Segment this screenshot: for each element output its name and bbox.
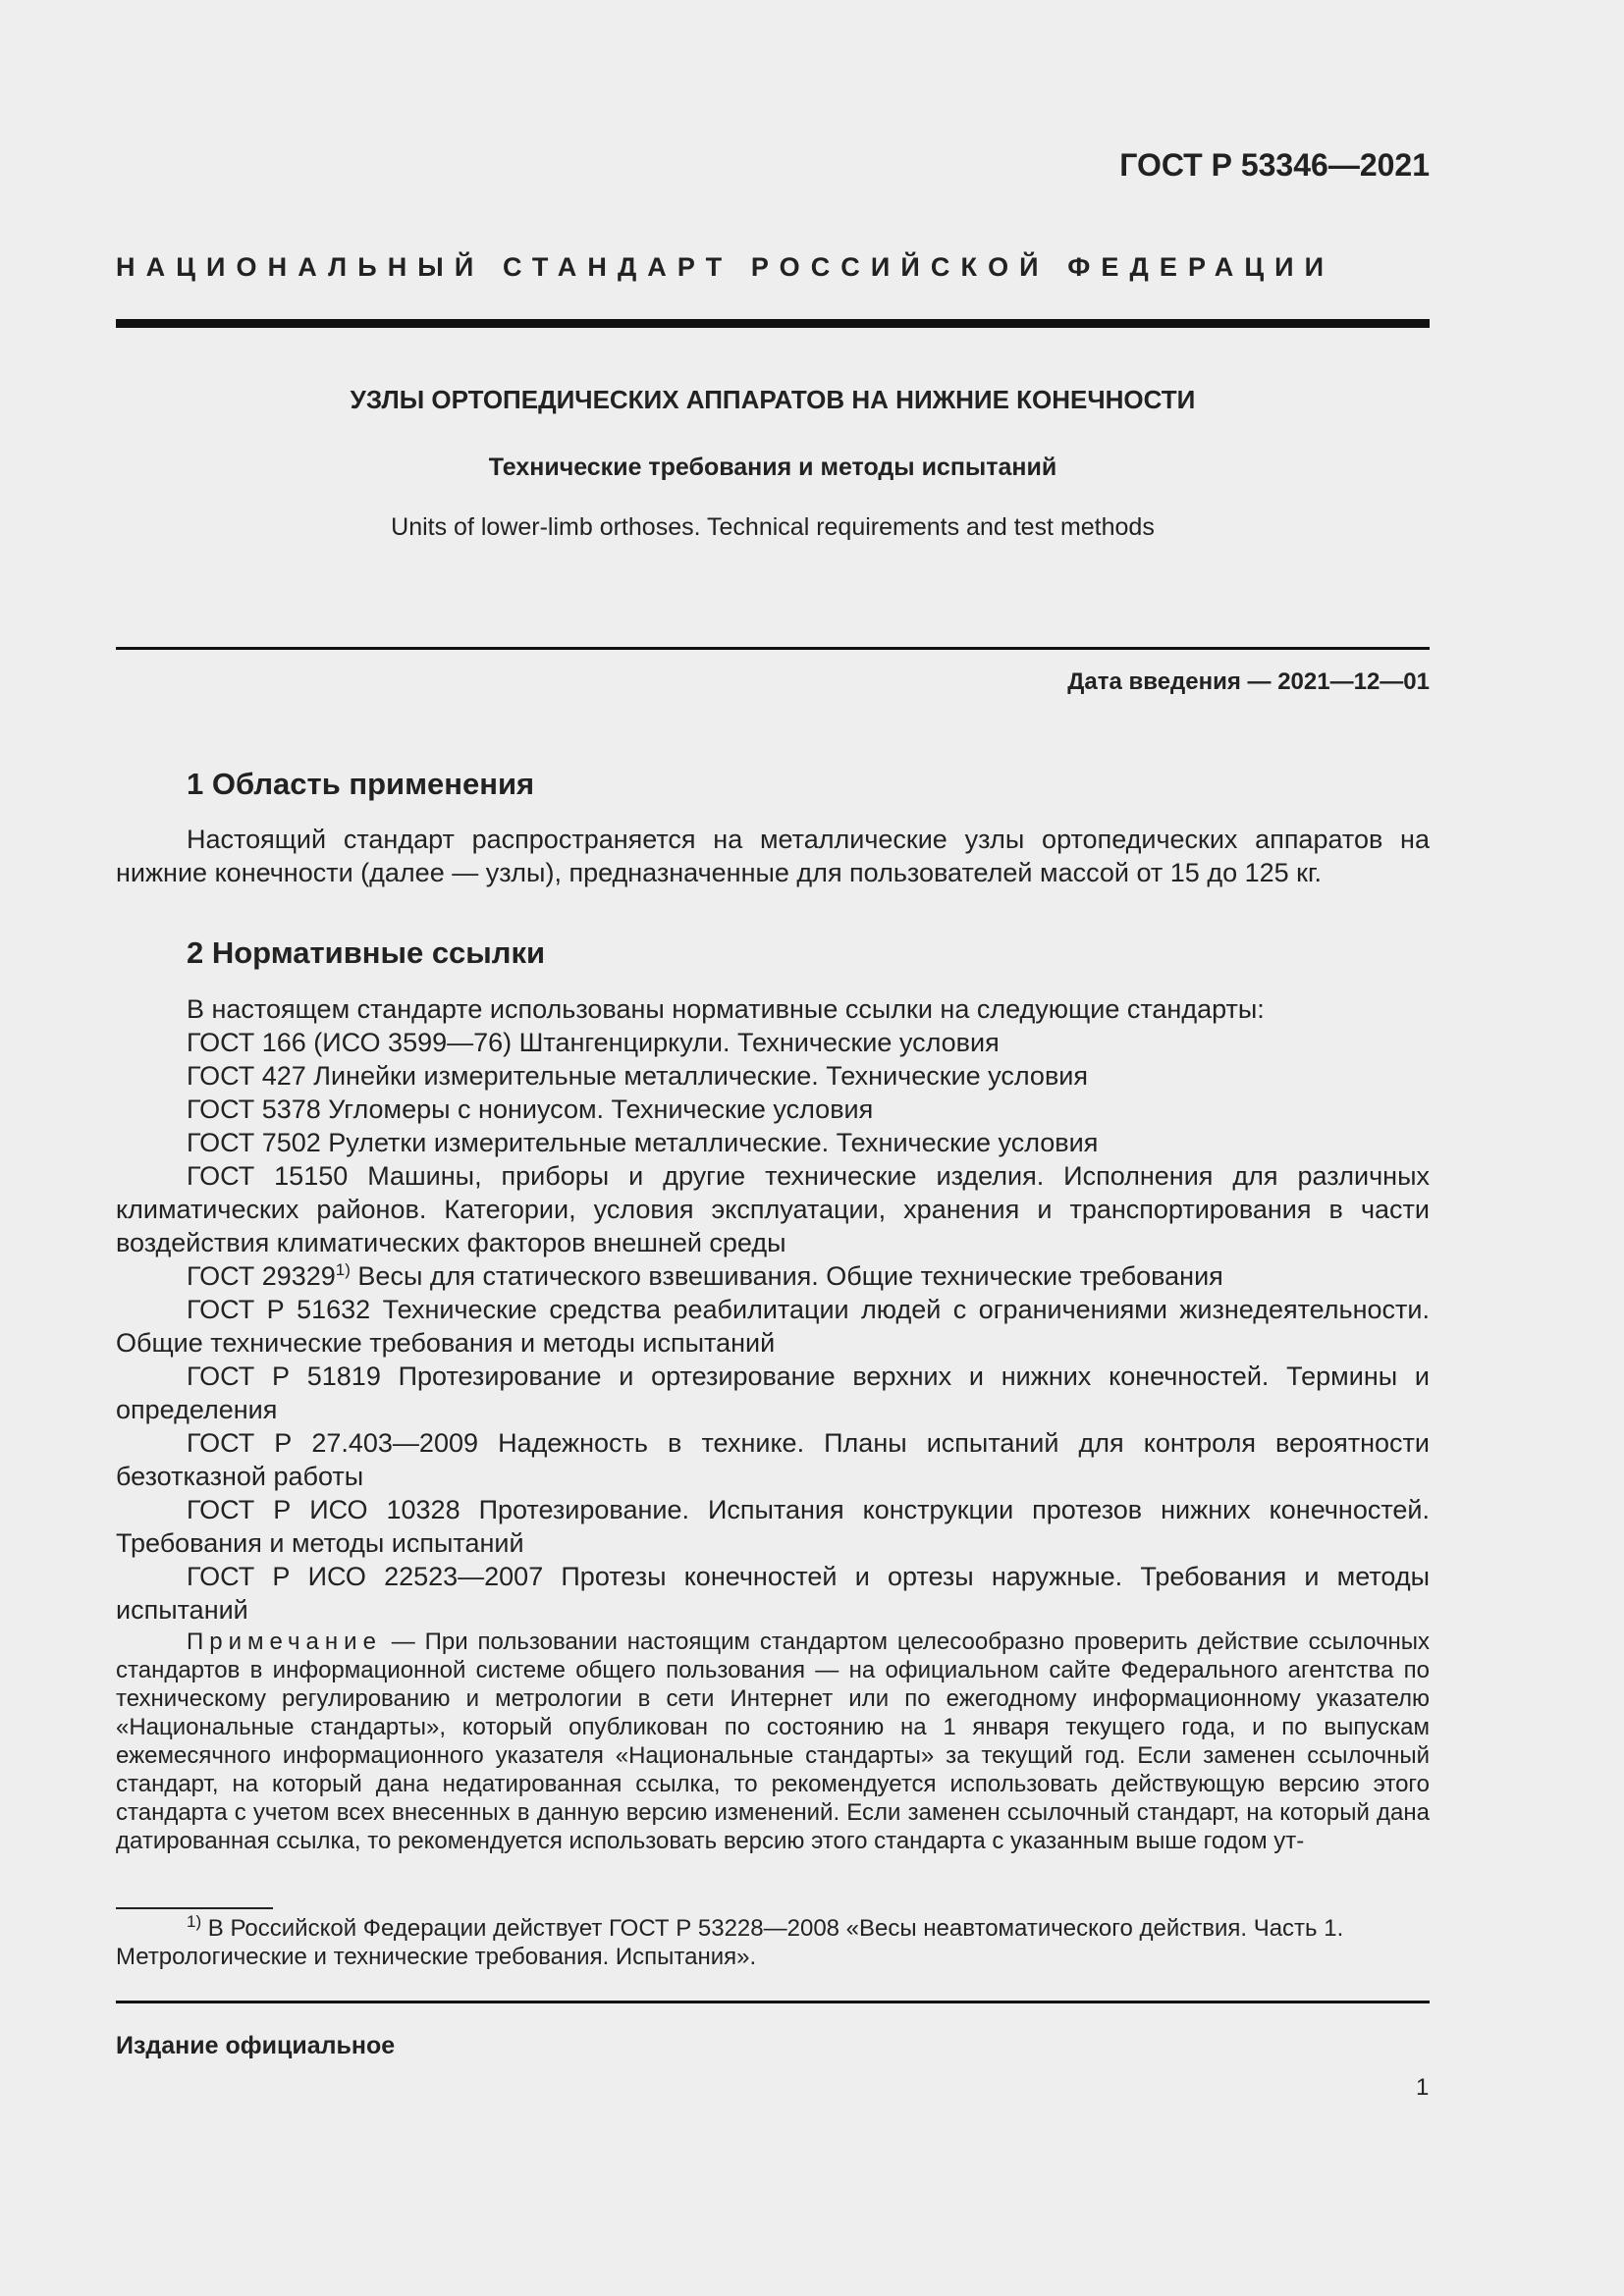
reference-item: ГОСТ Р 27.403—2009 Надежность в технике. Планы испытаний для контроля вероятности безотказной работы — [116, 1428, 1430, 1491]
footnote-marker: 1) — [187, 1912, 202, 1931]
footnote-marker: 1) — [335, 1260, 351, 1279]
title-rule — [116, 647, 1430, 650]
reference-text: Весы для статического взвешивания. Общие технические требования — [350, 1261, 1223, 1291]
reference-item: ГОСТ 427 Линейки измерительные металлические. Технические условия — [187, 1061, 1088, 1091]
top-rule — [116, 319, 1430, 328]
references-list — [116, 992, 1430, 1627]
section-1-heading: 1 Область применения — [187, 767, 535, 801]
reference-item: ГОСТ 5378 Угломеры с нониусом. Технические условия — [187, 1095, 874, 1124]
reference-item: ГОСТ Р 51632 Технические средства реабилитации людей с ограничениями жизнедеятельности. Общие технические требования и методы испытаний — [116, 1295, 1430, 1358]
section-1-paragraph: Настоящий стандарт распространяется на металлические узлы ортопедических аппаратов на нижние конечности (далее — узлы), предназначенные для пользователей массой от 15 до 125 кг. — [116, 825, 1430, 887]
footnote-separator — [116, 1907, 273, 1909]
edition-label: Издание официальное — [116, 2032, 396, 2059]
reference-item: ГОСТ 7502 Рулетки измерительные металлические. Технические условия — [187, 1128, 1099, 1157]
footnote — [116, 1914, 1430, 1971]
document-number: ГОСТ Р 53346—2021 — [1119, 147, 1430, 183]
reference-number: ГОСТ 29329 — [187, 1261, 336, 1291]
note-label: Примечание — [187, 1629, 382, 1655]
section-2-heading: 2 Нормативные ссылки — [187, 935, 546, 970]
note-block — [116, 1628, 1430, 1855]
document-title: УЗЛЫ ОРТОПЕДИЧЕСКИХ АППАРАТОВ НА НИЖНИЕ КОНЕЧНОСТИ — [350, 385, 1196, 414]
reference-item: ГОСТ Р ИСО 22523—2007 Протезы конечностей и ортезы наружные. Требования и методы испытаний — [116, 1562, 1430, 1625]
section-1-body — [116, 823, 1430, 889]
note-text: — При пользовании настоящим стандартом целесообразно проверить действие ссылочных стандартов в информационной системе общего пользования — на официальном сайте Федерального агентства по техническому регулированию и метрологии в сети Интернет или по ежегодному информационному указателю «Национальные стандарты», который опубликован по состоянию на 1 января текущего года, и по выпускам ежемесячного информационного указателя «Национальные стандарты» за текущий год. Если заменен ссылочный стандарт, на который дана недатированная ссылка, то рекомендуется использовать действующую версию этого стандарта с учетом всех внесенных в данную версию изменений. Если заменен ссылочный стандарт, на который дана датированная ссылка, то рекомендуется использовать версию этого стандарта с указанным выше годом ут- — [116, 1629, 1430, 1854]
introduction-date: Дата введения — 2021—12—01 — [1067, 668, 1430, 695]
bottom-rule — [116, 2001, 1430, 2003]
reference-item — [116, 1259, 1430, 1293]
document-subtitle: Технические требования и методы испытаний — [488, 454, 1057, 481]
references-intro: В настоящем стандарте использованы нормативные ссылки на следующие стандарты: — [187, 994, 1265, 1024]
footnote-paragraph — [116, 1914, 1430, 1971]
reference-item: ГОСТ Р ИСО 10328 Протезирование. Испытания конструкции протезов нижних конечностей. Требования и методы испытаний — [116, 1495, 1430, 1558]
reference-item: ГОСТ 166 (ИСО 3599—76) Штангенциркули. Технические условия — [187, 1028, 1000, 1057]
national-standard-line: НАЦИОНАЛЬНЫЙ СТАНДАРТ РОССИЙСКОЙ ФЕДЕРАЦИИ — [116, 252, 1335, 282]
reference-item: ГОСТ Р 51819 Протезирование и ортезирование верхних и нижних конечностей. Термины и определения — [116, 1362, 1430, 1424]
reference-item: ГОСТ 15150 Машины, приборы и другие технические изделия. Исполнения для различных климатических районов. Категории, условия эксплуатации, хранения и транспортирования в части воздействия климатических факторов внешней среды — [116, 1161, 1430, 1257]
document-subtitle-english: Units of lower-limb orthoses. Technical requirements and test methods — [391, 513, 1155, 541]
footnote-text: В Российской Федерации действует ГОСТ Р 53228—2008 «Весы неавтоматического действия. Часть 1. Метрологические и технические требования. Испытания». — [116, 1915, 1344, 1970]
note-paragraph — [116, 1628, 1430, 1855]
page-number: 1 — [1416, 2074, 1430, 2101]
